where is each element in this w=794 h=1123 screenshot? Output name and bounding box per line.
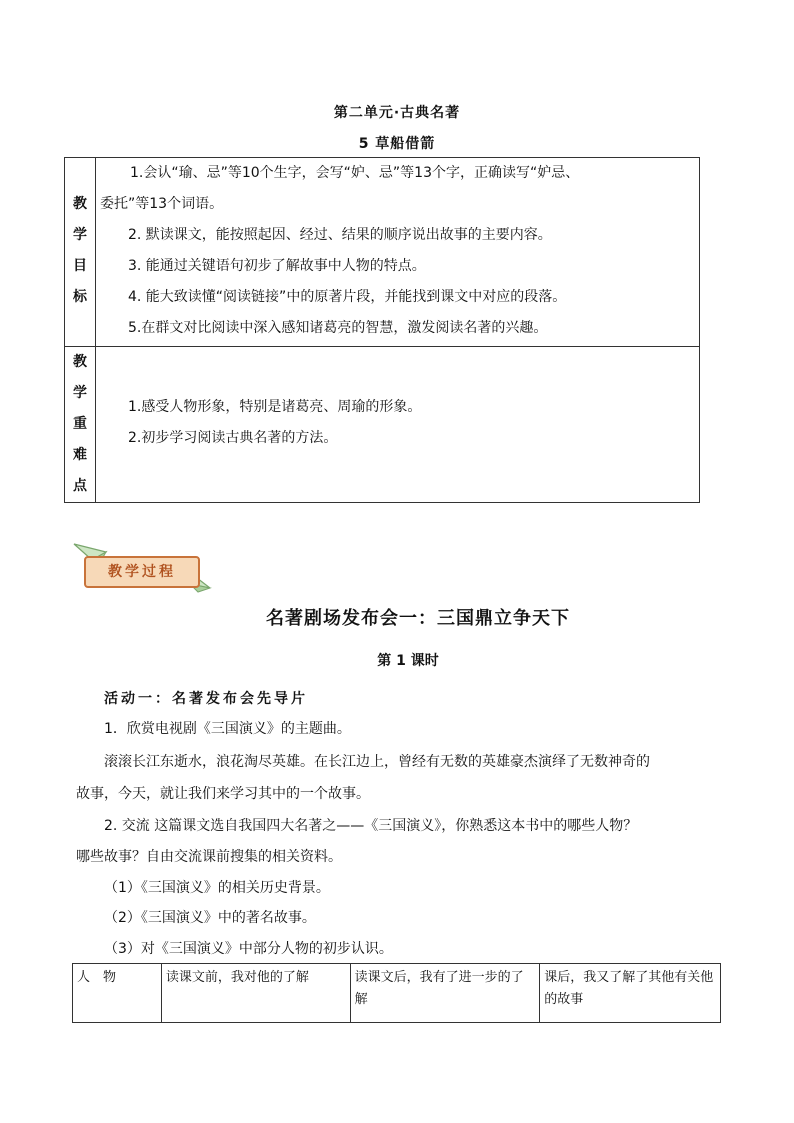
key-points-content xyxy=(96,347,700,503)
badge-box xyxy=(84,556,200,588)
key-points-label xyxy=(65,347,96,503)
goal-line: 1.会认“瑜、忌”等10个生字，会写“妒、忌”等13个字，正确读写“妒忌、 xyxy=(130,165,580,181)
table-header-cell: 人 物 xyxy=(73,964,162,1023)
unit-title: 第二单元·古典名著 xyxy=(333,105,461,121)
session-title: 名著剧场发布会一：三国鼎立争天下 xyxy=(266,608,570,629)
key-label-char: 点 xyxy=(73,478,87,494)
goals-label-char: 目 xyxy=(73,258,87,274)
period-label: 第 1 课时 xyxy=(377,653,439,669)
paragraph: 故事，今天，就让我们来学习其中的一个故事。 xyxy=(76,786,370,802)
paragraph: （1）《三国演义》的相关历史背景。 xyxy=(104,880,330,896)
badge-text: 教学过程 xyxy=(108,564,176,580)
key-point-line: 1.感受人物形象，特别是诸葛亮、周瑜的形象。 xyxy=(128,399,422,415)
table-header-cell: 读课文前，我对他的了解 xyxy=(161,964,350,1023)
paragraph: 滚滚长江东逝水，浪花淘尽英雄。在长江边上，曾经有无数的英雄豪杰演绎了无数神奇的 xyxy=(104,754,650,770)
teaching-goals-table xyxy=(64,157,700,503)
table-header-cell: 读课文后，我有了进一步的了解 xyxy=(350,964,540,1023)
teaching-process-badge xyxy=(72,538,212,594)
goals-label-char: 学 xyxy=(73,227,87,243)
goal-line: 5.在群文对比阅读中深入感知诸葛亮的智慧，激发阅读名著的兴趣。 xyxy=(128,320,548,336)
table-header-cell: 课后，我又了解了其他有关他的故事 xyxy=(540,964,721,1023)
key-label-char: 难 xyxy=(73,447,87,463)
goal-line: 3. 能通过关键语句初步了解故事中人物的特点。 xyxy=(128,258,426,274)
activity-heading: 活动一：名著发布会先导片 xyxy=(104,691,308,707)
key-label-char: 教 xyxy=(73,354,87,370)
goals-content xyxy=(96,158,700,347)
key-label-char: 重 xyxy=(73,416,87,432)
table-header-row xyxy=(73,964,721,1023)
goal-line: 2. 默读课文，能按照起因、经过、结果的顺序说出故事的主要内容。 xyxy=(128,227,552,243)
paragraph: 2. 交流 这篇课文选自我国四大名著之——《三国演义》，你熟悉这本书中的哪些人物？ xyxy=(104,818,638,834)
paragraph: 1．欣赏电视剧《三国演义》的主题曲。 xyxy=(104,721,351,737)
key-label-char: 学 xyxy=(73,385,87,401)
paragraph: （2）《三国演义》中的著名故事。 xyxy=(104,910,316,926)
goal-line: 4. 能大致读懂“阅读链接”中的原著片段，并能找到课文中对应的段落。 xyxy=(128,289,567,305)
character-table xyxy=(72,963,721,1023)
goals-label xyxy=(65,158,96,347)
lesson-title: 5 草船借箭 xyxy=(358,136,436,152)
goal-line: 委托”等13个词语。 xyxy=(100,196,224,212)
goals-label-char: 教 xyxy=(73,196,87,212)
goals-label-char: 标 xyxy=(73,289,87,305)
paragraph: 哪些故事？自由交流课前搜集的相关资料。 xyxy=(76,849,342,865)
key-point-line: 2.初步学习阅读古典名著的方法。 xyxy=(128,430,338,446)
paragraph: （3）对《三国演义》中部分人物的初步认识。 xyxy=(104,941,393,957)
